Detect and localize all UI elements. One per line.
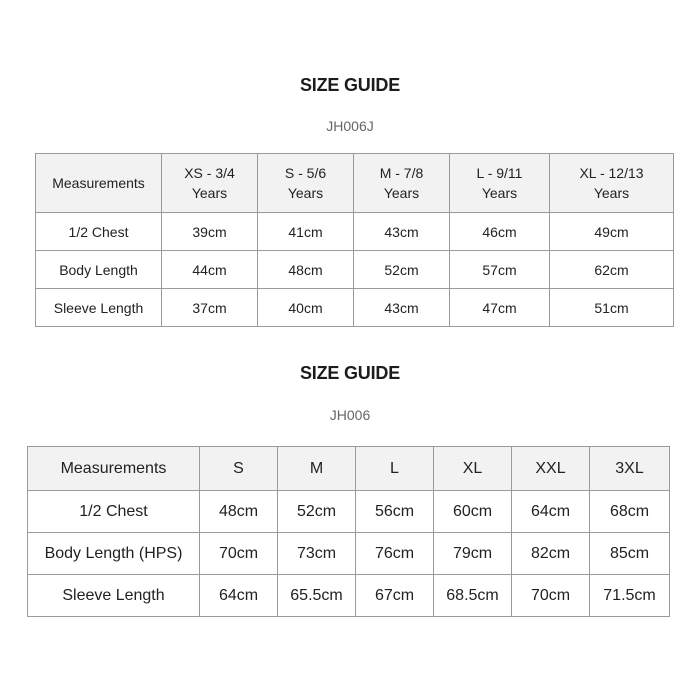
- header-size-col: M: [278, 447, 356, 491]
- measurement-cell: 48cm: [258, 251, 354, 289]
- measurement-cell: 68cm: [590, 491, 670, 533]
- measurement-cell: 40cm: [258, 289, 354, 327]
- header-size-col: [258, 154, 354, 213]
- header-measurements: Measurements: [28, 447, 200, 491]
- measurement-cell: 76cm: [356, 533, 434, 575]
- header-size-col: [162, 154, 258, 213]
- measurement-cell: 57cm: [450, 251, 550, 289]
- measurement-cell: 44cm: [162, 251, 258, 289]
- measurement-cell: 49cm: [550, 213, 674, 251]
- measurement-cell: 64cm: [512, 491, 590, 533]
- header-size-col: [354, 154, 450, 213]
- measurement-cell: 82cm: [512, 533, 590, 575]
- measurement-cell: 70cm: [200, 533, 278, 575]
- table-row: [36, 289, 674, 327]
- measurement-cell: 62cm: [550, 251, 674, 289]
- age-unit: Years: [383, 185, 420, 201]
- table-row: [28, 491, 670, 533]
- measurement-cell: 52cm: [278, 491, 356, 533]
- header-measurements: Measurements: [36, 154, 162, 213]
- age-unit: Years: [481, 185, 518, 201]
- measurement-cell: 43cm: [354, 213, 450, 251]
- header-size-col: XL: [434, 447, 512, 491]
- measurement-cell: 71.5cm: [590, 575, 670, 617]
- measurement-cell: 65.5cm: [278, 575, 356, 617]
- product-code-youth: JH006J: [326, 118, 374, 134]
- size-guide-title-youth: SIZE GUIDE: [299, 75, 400, 95]
- table-row: [36, 251, 674, 289]
- row-label: 1/2 Chest: [28, 491, 200, 533]
- size-label: XS - 3/4: [184, 165, 235, 181]
- size-table-adult: [27, 446, 670, 617]
- measurement-cell: 46cm: [450, 213, 550, 251]
- measurement-cell: 67cm: [356, 575, 434, 617]
- size-guide-title-adult: SIZE GUIDE: [299, 363, 400, 383]
- measurement-cell: 51cm: [550, 289, 674, 327]
- size-table-youth: [35, 153, 674, 327]
- size-label: S - 5/6: [284, 165, 327, 181]
- row-label: Sleeve Length: [28, 575, 200, 617]
- product-code-adult: JH006: [329, 407, 371, 423]
- size-label: M - 7/8: [379, 165, 424, 181]
- measurement-cell: 64cm: [200, 575, 278, 617]
- table-header-row: [28, 447, 670, 491]
- table-row: [28, 533, 670, 575]
- measurement-cell: 56cm: [356, 491, 434, 533]
- measurement-cell: 85cm: [590, 533, 670, 575]
- measurement-cell: 79cm: [434, 533, 512, 575]
- measurement-cell: 70cm: [512, 575, 590, 617]
- age-unit: Years: [191, 185, 228, 201]
- header-size-col: S: [200, 447, 278, 491]
- table-row: [36, 213, 674, 251]
- measurement-cell: 48cm: [200, 491, 278, 533]
- size-label: L - 9/11: [476, 165, 523, 181]
- measurement-cell: 52cm: [354, 251, 450, 289]
- measurement-cell: 47cm: [450, 289, 550, 327]
- header-size-col: [550, 154, 674, 213]
- header-size-col: [450, 154, 550, 213]
- measurement-cell: 43cm: [354, 289, 450, 327]
- row-label: Body Length (HPS): [28, 533, 200, 575]
- table-header-row: [36, 154, 674, 213]
- age-unit: Years: [593, 185, 630, 201]
- size-label: XL - 12/13: [579, 165, 644, 181]
- row-label: Body Length: [36, 251, 162, 289]
- table-row: [28, 575, 670, 617]
- measurement-cell: 60cm: [434, 491, 512, 533]
- measurement-cell: 37cm: [162, 289, 258, 327]
- row-label: Sleeve Length: [36, 289, 162, 327]
- row-label: 1/2 Chest: [36, 213, 162, 251]
- measurement-cell: 39cm: [162, 213, 258, 251]
- header-size-col: XXL: [512, 447, 590, 491]
- measurement-cell: 41cm: [258, 213, 354, 251]
- header-size-col: L: [356, 447, 434, 491]
- measurement-cell: 73cm: [278, 533, 356, 575]
- age-unit: Years: [287, 185, 324, 201]
- measurement-cell: 68.5cm: [434, 575, 512, 617]
- header-size-col: 3XL: [590, 447, 670, 491]
